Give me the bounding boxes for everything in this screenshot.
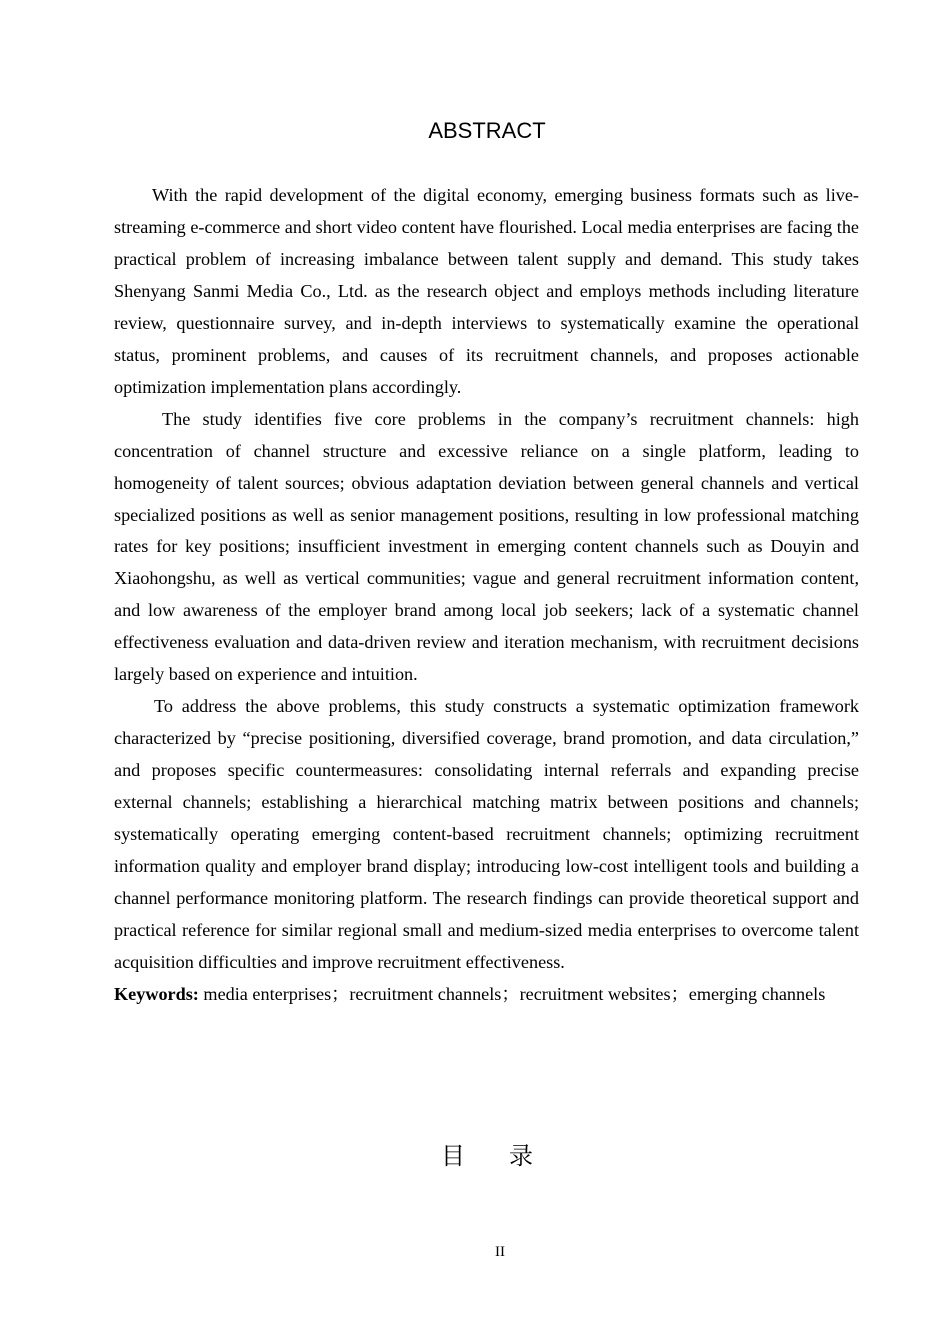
toc-title-char-2: 录 <box>509 1142 533 1170</box>
page-number: II <box>495 1244 505 1260</box>
toc-title <box>0 1136 950 1171</box>
abstract-paragraph-2: The study identifies five core problems in the company’s recruitment channels: high concentration of channel structure and excessive reliance on a single platform, leading to homogeneity of talent sources; obvious adaptation deviation between general channels and vertical specialized positions as well as senior management positions, resulting in low professional matching rates for key positions; insufficient investment in emerging content channels such as Douyin and Xiaohongshu, as well as vertical communities; vague and general recruitment information content, and low awareness of the employer brand among local job seekers; lack of a systematic channel effectiveness evaluation and data-driven review and iteration mechanism, with recruitment decisions largely based on experience and intuition. <box>114 408 859 685</box>
toc-title-char-1: 目 <box>441 1142 465 1170</box>
keywords-label: Keywords: <box>114 983 199 1004</box>
abstract-paragraph-3: To address the above problems, this study constructs a systematic optimization framework characterized by “precise positioning, diversified coverage, brand promotion, and data circulation,” and proposes specific countermeasures: consolidating internal referrals and expanding precise external channels; establishing a hierarchical matching matrix between positions and channels; systematically operating emerging content-based recruitment channels; optimizing recruitment information quality and employer brand display; introducing low-cost intelligent tools and building a channel performance monitoring platform. The research findings can provide theoretical support and practical reference for similar regional small and medium-sized media enterprises to overcome talent acquisition difficulties and improve recruitment effectiveness. <box>114 696 859 972</box>
keywords-line <box>114 979 859 1011</box>
abstract-body <box>114 180 859 1011</box>
keywords-text: media enterprises；recruitment channels；recruitment websites；emerging channels <box>198 983 826 1004</box>
abstract-paragraph-1: With the rapid development of the digital economy, emerging business formats such as live-streaming e-commerce and short video content have flourished. Local media enterprises are facing the practical problem of increasing imbalance between talent supply and demand. This study takes Shenyang Sanmi Media Co., Ltd. as the research object and employs methods including literature review, questionnaire survey, and in-depth interviews to systematically examine the operational status, prominent problems, and causes of its recruitment channels, and proposes actionable optimization implementation plans accordingly. <box>114 185 859 397</box>
abstract-title: ABSTRACT <box>428 118 546 143</box>
